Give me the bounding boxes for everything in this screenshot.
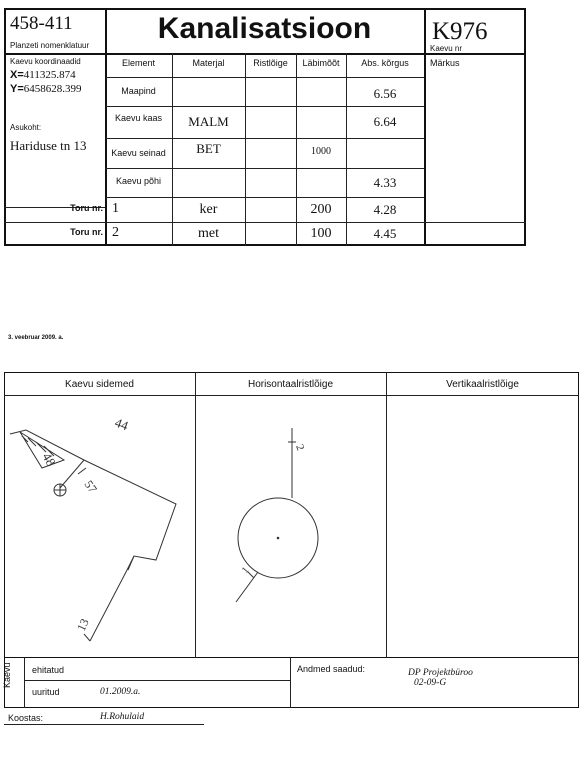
col-note: Märkus bbox=[430, 58, 460, 68]
ties-sketch bbox=[4, 396, 195, 658]
row-abs-height: 6.64 bbox=[373, 114, 397, 129]
row-material: MALM bbox=[188, 114, 229, 129]
row-material: BET bbox=[196, 141, 221, 156]
coords-label: Kaevu koordinaadid bbox=[10, 57, 81, 66]
pipe-number: 2 bbox=[112, 225, 119, 240]
row-element: Maapind bbox=[121, 86, 156, 96]
data-from-code: 02-09-G bbox=[414, 678, 447, 688]
col-element: Element bbox=[121, 58, 156, 68]
pipe-label-1: 1 bbox=[239, 565, 252, 576]
location-value: Hariduse tn 13 bbox=[10, 138, 87, 153]
sheet-label: Planzeti nomenklatuur bbox=[10, 41, 90, 50]
section-ties-title: Kaevu sidemed bbox=[65, 379, 134, 390]
row-abs-height: 4.33 bbox=[373, 175, 397, 190]
row-element: Kaevu seinad bbox=[111, 148, 166, 158]
pipe-diameter: 100 bbox=[310, 226, 332, 241]
pipe-label: Toru nr. bbox=[70, 227, 103, 237]
col-cross-section: Ristlõige bbox=[253, 58, 288, 68]
date-line: 3. veebruar 2009. a. bbox=[8, 335, 64, 341]
well-number: K976 bbox=[432, 18, 488, 45]
pipe-line-1 bbox=[236, 572, 258, 602]
row-diameter: 1000 bbox=[311, 146, 331, 157]
author-value: H.Rohulaid bbox=[100, 712, 145, 722]
pipe-abs-height: 4.45 bbox=[373, 226, 397, 241]
col-abs-height: Abs. kõrgus bbox=[361, 58, 409, 68]
y-coordinate: Y=6458628.399 bbox=[10, 83, 82, 95]
well-number-label: Kaevu nr bbox=[430, 44, 463, 53]
col-diameter: Läbimõõt bbox=[302, 58, 340, 68]
section-vertical-title: Vertikaalristlõige bbox=[446, 379, 519, 390]
tie-48: 48 bbox=[39, 450, 59, 469]
pipe-label: Toru nr. bbox=[70, 203, 103, 213]
page-title: Kanalisatsioon bbox=[157, 12, 372, 45]
data-from-value: DP Projektbüroo bbox=[408, 668, 473, 678]
row-element: Kaevu põhi bbox=[115, 176, 162, 186]
row-element: Kaevu kaas bbox=[114, 113, 163, 123]
pipe-number: 1 bbox=[112, 201, 119, 216]
kaevu-label: Kaevu bbox=[2, 662, 12, 688]
pipe-abs-height: 4.28 bbox=[373, 202, 397, 217]
x-coordinate: X=411325.874 bbox=[10, 69, 76, 81]
row-abs-height: 6.56 bbox=[373, 86, 397, 101]
footer-frame bbox=[4, 658, 579, 708]
col-material: Materjal bbox=[192, 58, 225, 68]
pipe-material: ker bbox=[199, 202, 218, 217]
tie-57: 57 bbox=[81, 477, 100, 496]
measured-label: uuritud bbox=[32, 687, 60, 697]
pipe-material: met bbox=[198, 226, 219, 241]
pipe-diameter: 200 bbox=[310, 202, 332, 217]
location-label: Asukoht: bbox=[10, 123, 42, 132]
sheet-number: 458-411 bbox=[10, 13, 73, 34]
tie-44: 44 bbox=[112, 414, 131, 434]
horizontal-section-sketch bbox=[196, 396, 386, 658]
pipe-label-2: 2 bbox=[293, 442, 307, 453]
data-from-label: Andmed saadud: bbox=[297, 664, 366, 674]
author-label: Koostas: bbox=[8, 713, 44, 723]
tie-13: 13 bbox=[74, 616, 92, 634]
sketch-outline bbox=[10, 430, 176, 641]
section-horizontal-title: Horisontaalristlõige bbox=[247, 379, 334, 390]
sketch-triangle bbox=[20, 432, 64, 468]
built-label: ehitatud bbox=[32, 665, 65, 675]
measured-value: 01.2009.a. bbox=[100, 687, 141, 697]
